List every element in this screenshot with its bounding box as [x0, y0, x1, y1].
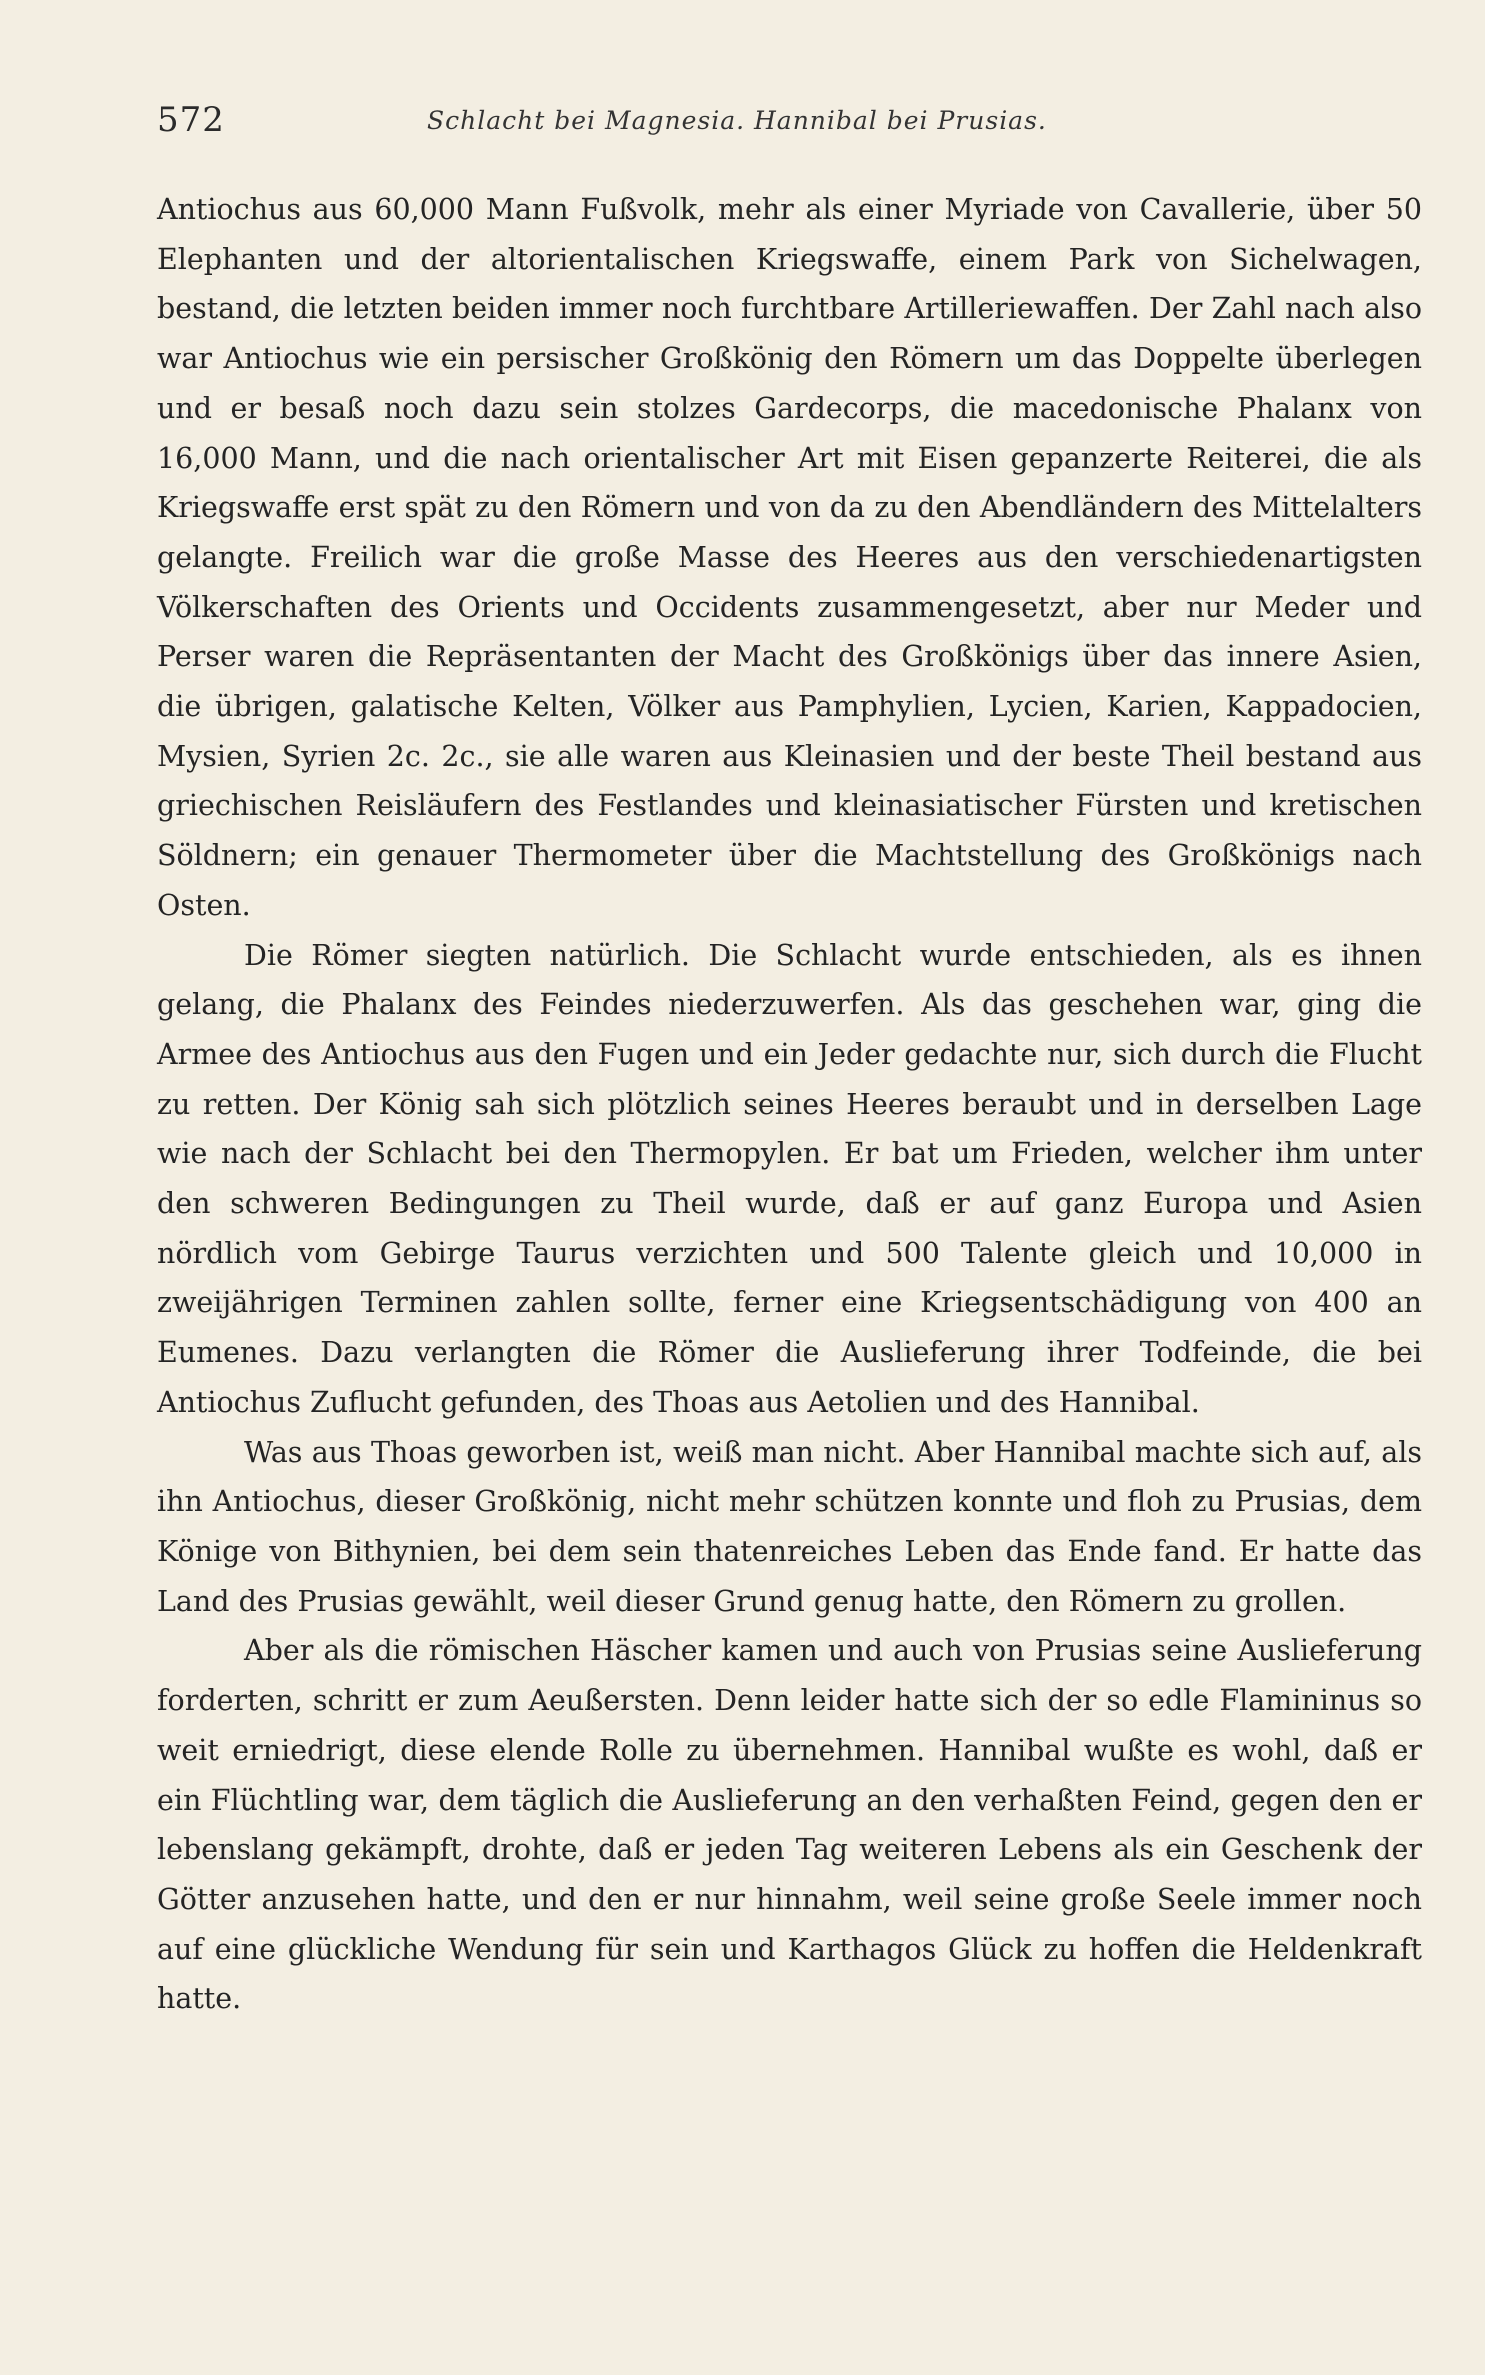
paragraph: Antiochus aus 60,000 Mann Fußvolk, mehr als einer Myriade von Cavallerie, über 50 Elephanten und der altorientalischen Kriegswaffe, einem Park von Sichelwagen, bestand, die letzten beiden immer noch furchtbare Artilleriewaffen. Der Zahl nach also war Antiochus wie ein persischer Großkönig den Römern um das Doppelte überlegen und er besaß noch dazu sein stolzes Gardecorps, die macedonische Phalanx von 16,000 Mann, und die nach orientalischer Art mit Eisen gepanzerte Reiterei, die als Kriegswaffe erst spät zu den Römern und von da zu den Abendländern des Mittelalters gelangte. Freilich war die große Masse des Heeres aus den verschiedenartigsten Völkerschaften des Orients und Occidents zusammengesetzt, aber nur Meder und Perser waren die Repräsentanten der Macht des Großkönigs über das innere Asien, die übrigen, galatische Kelten, Völker aus Pamphylien, Lycien, Karien, Kappadocien, Mysien, Syrien 2c. 2c., sie alle waren aus Kleinasien und der beste Theil bestand aus griechischen Reisläufern des Festlandes und kleinasiatischer Fürsten und kretischen Söldnern; ein genauer Thermometer über die Machtstellung des Großkönigs nach Osten.: [157, 193, 1422, 922]
body-text: [157, 185, 1422, 2024]
page-header: [157, 100, 1427, 160]
page-number: 572: [157, 100, 225, 140]
paragraph: Aber als die römischen Häscher kamen und auch von Prusias seine Auslieferung forderten, schritt er zum Aeußersten. Denn leider hatte sich der so edle Flamininus so weit erniedrigt, diese elende Rolle zu übernehmen. Hannibal wußte es wohl, daß er ein Flüchtling war, dem täglich die Auslieferung an den verhaßten Feind, gegen den er lebenslang gekämpft, drohte, daß er jeden Tag weiteren Lebens als ein Geschenk der Götter anzusehen hatte, und den er nur hinnahm, weil seine große Seele immer noch auf eine glückliche Wendung für sein und Karthagos Glück zu hoffen die Heldenkraft hatte.: [157, 1634, 1422, 2016]
running-head: Schlacht bei Magnesia. Hannibal bei Prusias.: [427, 106, 1047, 135]
paragraph: Was aus Thoas geworben ist, weiß man nicht. Aber Hannibal machte sich auf, als ihn Antiochus, dieser Großkönig, nicht mehr schützen konnte und floh zu Prusias, dem Könige von Bithynien, bei dem sein thatenreiches Leben das Ende fand. Er hatte das Land des Prusias gewählt, weil dieser Grund genug hatte, den Römern zu grollen.: [157, 1435, 1422, 1618]
paragraph: Die Römer siegten natürlich. Die Schlacht wurde entschieden, als es ihnen gelang, die Phalanx des Feindes niederzuwerfen. Als das geschehen war, ging die Armee des Antiochus aus den Fugen und ein Jeder gedachte nur, sich durch die Flucht zu retten. Der König sah sich plötzlich seines Heeres beraubt und in derselben Lage wie nach der Schlacht bei den Thermopylen. Er bat um Frieden, welcher ihm unter den schweren Bedingungen zu Theil wurde, daß er auf ganz Europa und Asien nördlich vom Gebirge Taurus verzichten und 500 Talente gleich und 10,000 in zweijährigen Terminen zahlen sollte, ferner eine Kriegsentschädigung von 400 an Eumenes. Dazu verlangten die Römer die Auslieferung ihrer Todfeinde, die bei Antiochus Zuflucht gefunden, des Thoas aus Aetolien und des Hannibal.: [157, 938, 1422, 1419]
